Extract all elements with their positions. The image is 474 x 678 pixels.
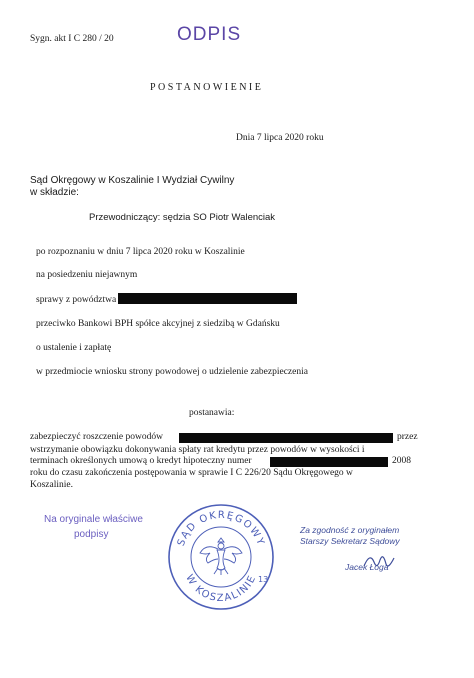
handwritten-signature-icon <box>360 550 400 572</box>
ruling-line-4: roku do czasu zakończenia postępowania w sprawie I C 226/20 Sądu Okręgowego w <box>30 468 353 478</box>
ruling-line-1: zabezpieczyć roszczenie powodów <box>30 432 163 442</box>
body-line-defendant: przeciwko Bankowi BPH spółce akcyjnej z siedzibą w Gdańsku <box>36 319 280 329</box>
document-title: POSTANOWIENIE <box>150 82 264 93</box>
body-line-plaintiff: sprawy z powództwa <box>36 295 117 305</box>
clerk-title: Starszy Sekretarz Sądowy <box>300 536 400 546</box>
document-date: Dnia 7 lipca 2020 roku <box>236 133 324 143</box>
body-line-subject: w przedmiocie wniosku strony powodowej o udzielenie zabezpieczenia <box>36 367 308 377</box>
certified-copy-note: Za zgodność z oryginałem <box>300 525 400 535</box>
body-line-claim: o ustalenie i zapłatę <box>36 343 112 353</box>
original-signed-note: Na oryginale właściwe <box>44 514 143 525</box>
eagle-emblem-icon <box>200 538 242 575</box>
decision-heading: postanawia: <box>189 408 235 418</box>
ruling-line-5: Koszalinie. <box>30 480 74 490</box>
body-line-session: na posiedzeniu niejawnym <box>36 270 138 280</box>
case-reference: Sygn. akt I C 280 / 20 <box>30 34 114 44</box>
body-line-hearing: po rozpoznaniu w dniu 7 lipca 2020 roku w Koszalinie <box>36 247 245 257</box>
seal-number: 13 <box>258 575 269 584</box>
ruling-line-3: terminach określonych umową o kredyt hipoteczny numer <box>30 456 252 466</box>
redaction-bar <box>118 293 297 304</box>
court-composition-label: w składzie: <box>30 187 79 198</box>
ruling-line-1-end: przez <box>397 432 418 442</box>
redaction-bar <box>270 457 388 467</box>
court-seal <box>166 502 276 612</box>
ruling-line-2: wstrzymanie obowiązku dokonywania spłaty rat kredytu przez powodów w wysokości i <box>30 445 365 455</box>
court-name: Sąd Okręgowy w Koszalinie I Wydział Cywilny <box>30 175 235 186</box>
seal-top-text: SĄD OKRĘGOWY <box>175 509 267 548</box>
ruling-line-3-end: 2008 <box>392 456 411 466</box>
redaction-bar <box>179 433 393 443</box>
clerk-name: Jacek Łoga <box>345 562 389 572</box>
original-signed-note-2: podpisy <box>74 529 109 540</box>
seal-bottom-text: W KOSZALINIE <box>183 572 259 605</box>
seal-inner-ring <box>191 527 251 587</box>
presiding-judge: Przewodniczący: sędzia SO Piotr Walenciak <box>89 212 276 223</box>
copy-stamp: ODPIS <box>177 24 242 45</box>
